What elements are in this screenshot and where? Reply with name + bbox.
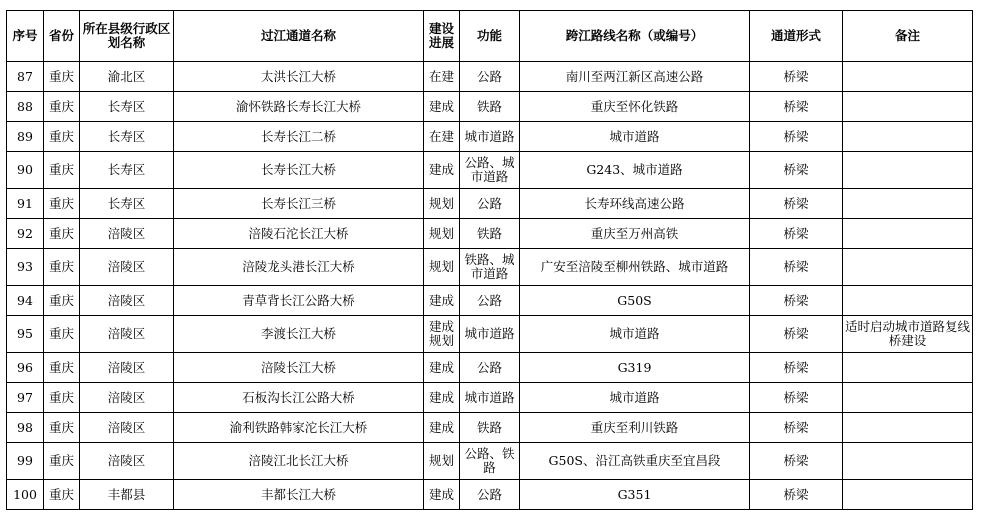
cell-route: 城市道路 (520, 122, 750, 152)
cell-province: 重庆 (44, 383, 80, 413)
cell-no: 89 (7, 122, 44, 152)
cell-province: 重庆 (44, 152, 80, 189)
cell-form: 桥梁 (750, 189, 843, 219)
cell-route: 城市道路 (520, 316, 750, 353)
cell-function: 铁路 (460, 92, 520, 122)
cell-status: 建成 (424, 413, 460, 443)
cell-province: 重庆 (44, 480, 80, 510)
header-district: 所在县级行政区划名称 (80, 11, 174, 62)
cell-no: 88 (7, 92, 44, 122)
table-row (7, 316, 973, 353)
cell-no: 96 (7, 353, 44, 383)
cell-district: 涪陵区 (80, 413, 174, 443)
cell-route: 城市道路 (520, 383, 750, 413)
cell-no: 98 (7, 413, 44, 443)
header-crossing-name: 过江通道名称 (174, 11, 424, 62)
cell-no: 90 (7, 152, 44, 189)
cell-crossing-name: 石板沟长江公路大桥 (174, 383, 424, 413)
cell-function: 公路 (460, 189, 520, 219)
cell-status: 建成 (424, 286, 460, 316)
cell-status: 规划 (424, 219, 460, 249)
cell-crossing-name: 渝利铁路韩家沱长江大桥 (174, 413, 424, 443)
cell-route: 重庆至利川铁路 (520, 413, 750, 443)
cell-province: 重庆 (44, 413, 80, 443)
cell-status: 在建 (424, 62, 460, 92)
cell-no: 93 (7, 249, 44, 286)
cell-route: 南川至两江新区高速公路 (520, 62, 750, 92)
cell-crossing-name: 长寿长江二桥 (174, 122, 424, 152)
cell-district: 长寿区 (80, 122, 174, 152)
header-route: 跨江路线名称（或编号） (520, 11, 750, 62)
cell-status: 规划 (424, 249, 460, 286)
cell-district: 涪陵区 (80, 316, 174, 353)
cell-status: 建成 (424, 92, 460, 122)
cell-route: G243、城市道路 (520, 152, 750, 189)
cell-note (843, 443, 973, 480)
cell-district: 涪陵区 (80, 219, 174, 249)
cell-route: G319 (520, 353, 750, 383)
table-row (7, 249, 973, 286)
cell-status: 建成 (424, 480, 460, 510)
header-status: 建设进展 (424, 11, 460, 62)
river-crossings-table (6, 10, 973, 510)
cell-form: 桥梁 (750, 219, 843, 249)
cell-function: 公路 (460, 480, 520, 510)
cell-no: 99 (7, 443, 44, 480)
cell-crossing-name: 长寿长江大桥 (174, 152, 424, 189)
cell-status: 建成 (424, 152, 460, 189)
cell-province: 重庆 (44, 443, 80, 480)
cell-no: 91 (7, 189, 44, 219)
cell-function: 铁路、城市道路 (460, 249, 520, 286)
table-row (7, 62, 973, 92)
cell-function: 城市道路 (460, 316, 520, 353)
cell-crossing-name: 涪陵石沱长江大桥 (174, 219, 424, 249)
table-row (7, 480, 973, 510)
cell-province: 重庆 (44, 249, 80, 286)
cell-note (843, 62, 973, 92)
cell-route: 重庆至怀化铁路 (520, 92, 750, 122)
cell-note (843, 92, 973, 122)
cell-status: 建成 (424, 383, 460, 413)
header-row (7, 11, 973, 62)
cell-province: 重庆 (44, 286, 80, 316)
cell-function: 公路、铁路 (460, 443, 520, 480)
cell-note (843, 383, 973, 413)
cell-province: 重庆 (44, 92, 80, 122)
table-row (7, 122, 973, 152)
cell-district: 长寿区 (80, 152, 174, 189)
table-row (7, 152, 973, 189)
cell-crossing-name: 长寿长江三桥 (174, 189, 424, 219)
cell-province: 重庆 (44, 122, 80, 152)
cell-function: 城市道路 (460, 122, 520, 152)
cell-form: 桥梁 (750, 286, 843, 316)
cell-function: 公路 (460, 62, 520, 92)
header-no: 序号 (7, 11, 44, 62)
cell-district: 涪陵区 (80, 383, 174, 413)
cell-route: 重庆至万州高铁 (520, 219, 750, 249)
cell-district: 涪陵区 (80, 443, 174, 480)
cell-province: 重庆 (44, 62, 80, 92)
cell-no: 87 (7, 62, 44, 92)
cell-status: 在建 (424, 122, 460, 152)
cell-function: 铁路 (460, 219, 520, 249)
header-form: 通道形式 (750, 11, 843, 62)
table-row (7, 353, 973, 383)
cell-form: 桥梁 (750, 383, 843, 413)
cell-route: 广安至涪陵至柳州铁路、城市道路 (520, 249, 750, 286)
cell-district: 涪陵区 (80, 353, 174, 383)
cell-form: 桥梁 (750, 122, 843, 152)
header-province: 省份 (44, 11, 80, 62)
cell-note (843, 122, 973, 152)
cell-crossing-name: 涪陵龙头港长江大桥 (174, 249, 424, 286)
table-row (7, 189, 973, 219)
cell-form: 桥梁 (750, 443, 843, 480)
cell-form: 桥梁 (750, 353, 843, 383)
cell-form: 桥梁 (750, 413, 843, 443)
cell-district: 丰都县 (80, 480, 174, 510)
cell-function: 城市道路 (460, 383, 520, 413)
cell-district: 涪陵区 (80, 249, 174, 286)
cell-no: 92 (7, 219, 44, 249)
cell-crossing-name: 太洪长江大桥 (174, 62, 424, 92)
cell-province: 重庆 (44, 316, 80, 353)
cell-form: 桥梁 (750, 62, 843, 92)
cell-crossing-name: 青草背长江公路大桥 (174, 286, 424, 316)
cell-crossing-name: 丰都长江大桥 (174, 480, 424, 510)
cell-note: 适时启动城市道路复线桥建设 (843, 316, 973, 353)
cell-province: 重庆 (44, 189, 80, 219)
cell-note (843, 189, 973, 219)
cell-note (843, 353, 973, 383)
cell-note (843, 413, 973, 443)
table-row (7, 219, 973, 249)
cell-route: G351 (520, 480, 750, 510)
cell-note (843, 286, 973, 316)
table-row (7, 92, 973, 122)
cell-route: G50S (520, 286, 750, 316)
cell-crossing-name: 渝怀铁路长寿长江大桥 (174, 92, 424, 122)
cell-province: 重庆 (44, 219, 80, 249)
cell-crossing-name: 涪陵长江大桥 (174, 353, 424, 383)
header-note: 备注 (843, 11, 973, 62)
cell-no: 94 (7, 286, 44, 316)
cell-status: 建成规划 (424, 316, 460, 353)
cell-status: 规划 (424, 189, 460, 219)
cell-function: 公路 (460, 353, 520, 383)
cell-note (843, 152, 973, 189)
table-row (7, 383, 973, 413)
cell-form: 桥梁 (750, 480, 843, 510)
cell-district: 长寿区 (80, 92, 174, 122)
cell-province: 重庆 (44, 353, 80, 383)
cell-form: 桥梁 (750, 316, 843, 353)
cell-function: 公路、城市道路 (460, 152, 520, 189)
cell-route: 长寿环线高速公路 (520, 189, 750, 219)
cell-district: 渝北区 (80, 62, 174, 92)
cell-status: 规划 (424, 443, 460, 480)
cell-status: 建成 (424, 353, 460, 383)
cell-district: 涪陵区 (80, 286, 174, 316)
header-function: 功能 (460, 11, 520, 62)
cell-form: 桥梁 (750, 249, 843, 286)
cell-crossing-name: 涪陵江北长江大桥 (174, 443, 424, 480)
cell-form: 桥梁 (750, 152, 843, 189)
cell-crossing-name: 李渡长江大桥 (174, 316, 424, 353)
table-row (7, 443, 973, 480)
cell-function: 公路 (460, 286, 520, 316)
cell-no: 97 (7, 383, 44, 413)
cell-form: 桥梁 (750, 92, 843, 122)
cell-note (843, 480, 973, 510)
cell-no: 100 (7, 480, 44, 510)
cell-note (843, 219, 973, 249)
cell-note (843, 249, 973, 286)
table-row (7, 286, 973, 316)
table-row (7, 413, 973, 443)
cell-no: 95 (7, 316, 44, 353)
cell-function: 铁路 (460, 413, 520, 443)
cell-district: 长寿区 (80, 189, 174, 219)
cell-route: G50S、沿江高铁重庆至宜昌段 (520, 443, 750, 480)
